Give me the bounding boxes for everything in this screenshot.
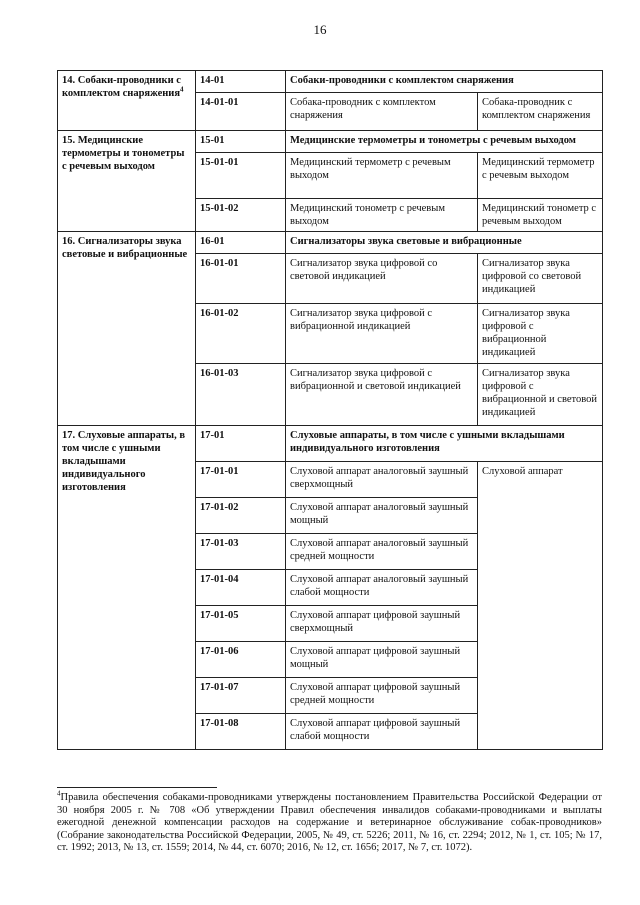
- item-code: 16-01-01: [196, 254, 286, 304]
- item-type: Сигнализатор звука цифровой с вибрационной и световой индикацией: [478, 364, 603, 426]
- item-code: 17-01-01: [196, 462, 286, 498]
- group-code: 15-01: [196, 131, 286, 153]
- item-code: 17-01-03: [196, 534, 286, 570]
- item-code: 16-01-03: [196, 364, 286, 426]
- item-name: Слуховой аппарат цифровой заушный сверхмощный: [286, 606, 478, 642]
- item-name: Сигнализатор звука цифровой с вибрационной и световой индикацией: [286, 364, 478, 426]
- item-code: 14-01-01: [196, 93, 286, 131]
- item-code: 15-01-02: [196, 199, 286, 232]
- footnote-divider: [57, 787, 217, 788]
- group-code: 14-01: [196, 71, 286, 93]
- item-name: Медицинский тонометр с речевым выходом: [286, 199, 478, 232]
- section-title: 15. Медицинские термометры и тонометры с речевым выходом: [58, 131, 196, 232]
- group-heading: Слуховые аппараты, в том числе с ушными вкладышами индивидуального изготовления: [286, 426, 603, 462]
- footnote-text: Правила обеспечения собаками-проводниками утверждены постановлением Правительства Российской Федерации от 30 ноября 2005 г. № 708 «Об утверждении Правил обеспечения инвалидов собаками-проводниками и выплаты ежегодной денежной компенсации расходов на содержание и ветеринарное обслуживание собак-проводников» (Собрание законодательства Российской Федерации, 2005, № 49, ст. 5226; 2011, № 16, ст. 2294; 2012, № 1, ст. 105; № 17, ст. 1992; 2013, № 13, ст. 1559; 2014, № 44, ст. 6070; 2016, № 12, ст. 1656; 2017, № 7, ст. 1072).: [57, 792, 602, 853]
- footnote-mark: 4: [57, 789, 61, 798]
- footnote-ref: 4: [180, 85, 184, 94]
- item-name: Слуховой аппарат цифровой заушный слабой мощности: [286, 714, 478, 750]
- item-name: Слуховой аппарат аналоговый заушный средней мощности: [286, 534, 478, 570]
- item-code: 17-01-07: [196, 678, 286, 714]
- item-name: Собака-проводник с комплектом снаряжения: [286, 93, 478, 131]
- item-code: 17-01-06: [196, 642, 286, 678]
- classification-table: [57, 70, 603, 750]
- item-type: Медицинский термометр с речевым выходом: [478, 153, 603, 199]
- item-name: Слуховой аппарат аналоговый заушный слабой мощности: [286, 570, 478, 606]
- item-code: 16-01-02: [196, 304, 286, 364]
- page-number: 16: [313, 22, 327, 37]
- group-code: 16-01: [196, 232, 286, 254]
- item-code: 17-01-02: [196, 498, 286, 534]
- item-name: Слуховой аппарат цифровой заушный мощный: [286, 642, 478, 678]
- item-name: Медицинский термометр с речевым выходом: [286, 153, 478, 199]
- item-code: 17-01-08: [196, 714, 286, 750]
- item-name: Слуховой аппарат аналоговый заушный мощный: [286, 498, 478, 534]
- item-name: Слуховой аппарат цифровой заушный средней мощности: [286, 678, 478, 714]
- item-type: Собака-проводник с комплектом снаряжения: [478, 93, 603, 131]
- item-name: Сигнализатор звука цифровой с вибрационной индикацией: [286, 304, 478, 364]
- group-code: 17-01: [196, 426, 286, 462]
- item-code: 15-01-01: [196, 153, 286, 199]
- footnote: [57, 789, 602, 855]
- section-title: 17. Слуховые аппараты, в том числе с ушными вкладышами индивидуального изготовления: [58, 426, 196, 750]
- item-name: Сигнализатор звука цифровой со световой индикацией: [286, 254, 478, 304]
- section-title: 14. Собаки-проводники с комплектом снаряжения$^4$: [58, 71, 196, 131]
- item-type: Медицинский тонометр с речевым выходом: [478, 199, 603, 232]
- group-heading: Сигнализаторы звука световые и вибрационные: [286, 232, 603, 254]
- item-code: 17-01-04: [196, 570, 286, 606]
- item-code: 17-01-05: [196, 606, 286, 642]
- group-heading: Медицинские термометры и тонометры с речевым выходом: [286, 131, 603, 153]
- item-type: Сигнализатор звука цифровой с вибрационной индикацией: [478, 304, 603, 364]
- item-type: Слуховой аппарат: [478, 462, 603, 750]
- item-type: Сигнализатор звука цифровой со световой индикацией: [478, 254, 603, 304]
- item-name: Слуховой аппарат аналоговый заушный сверхмощный: [286, 462, 478, 498]
- section-title: 16. Сигнализаторы звука световые и вибрационные: [58, 232, 196, 426]
- group-heading: Собаки-проводники с комплектом снаряжения: [286, 71, 603, 93]
